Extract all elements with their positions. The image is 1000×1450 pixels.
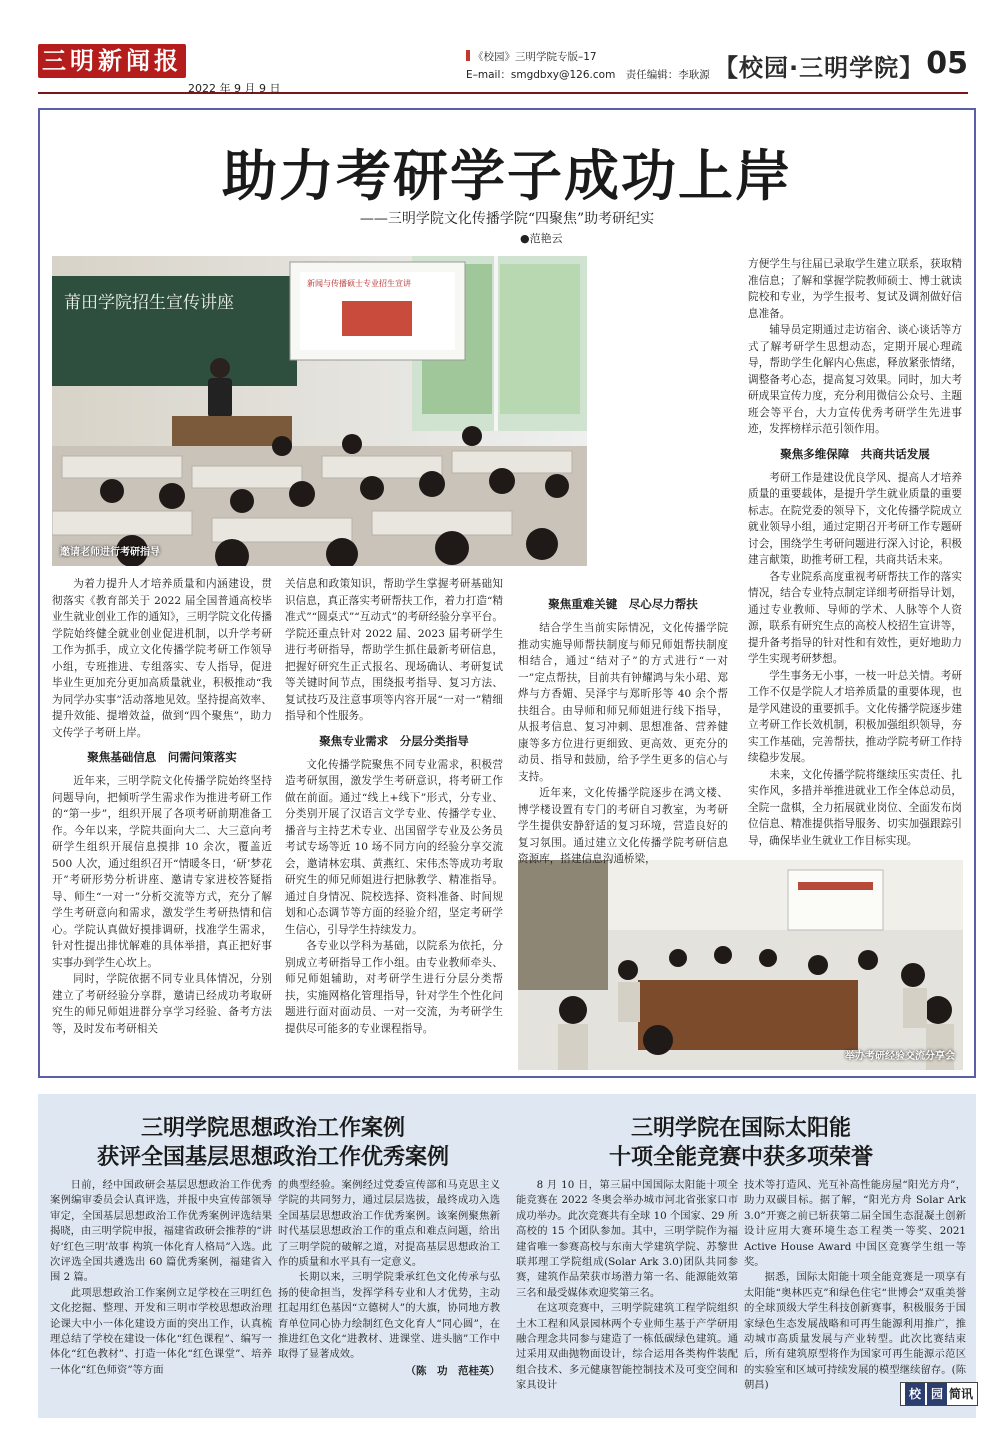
masthead <box>38 44 968 94</box>
paragraph: 学生事务无小事，一枝一叶总关情。考研工作不仅是学院人才培养质量的重要体现，也是学风建设的重要抓手。文化传播学院逐步建立考研工作长效机制，积极加强组织领导，夯实工作基础，完善帮扶，推动学院考研工作持续稳步发展。 <box>748 669 962 764</box>
feature-article <box>38 108 976 1078</box>
publication-date: 2022 年 9 月 9 日 <box>188 82 281 95</box>
paragraph: 长期以来，三明学院秉承红色文化传承与弘扬的使命担当，发挥学科专业和人才优势，主动扛起用红色基因“立德树人”的大旗，协同地方教育单位同心协力绘制红色文化育人“同心圆”，在推进红色文化“进教材、进课堂、进头脑”工作中取得了显著成效。 <box>278 1271 500 1361</box>
article-author: ●范艳云 <box>520 232 563 245</box>
paragraph: 技术等打造风、光互补高性能房屋“阳光方舟”，助力双碳目标。据了解，“阳光方舟 Solar Ark 3.0”开赛之前已斩获第二届全国生态混凝土创新设计应用大赛环境生态工程类一等奖、2021 Active House Award 中国区竞赛学生组一等奖。 <box>744 1179 966 1269</box>
photo-sharing <box>518 860 963 1070</box>
section-heading: 聚焦多维保障 共商共话发展 <box>780 446 930 461</box>
paragraph: 辅导员定期通过走访宿舍、谈心谈话等方式了解考研学生思想动态，定期开展心理疏导，帮助学生化解内心焦虑，释放紧张情绪，调整备考心态，提高复习效果。同时，加大考研成果宣传力度，充分利用微信公众号、主题班会等平台，大力宣传优秀考研学生先进事迹，发挥榜样示范引领作用。 <box>748 324 962 435</box>
paragraph: 关信息和政策知识，帮助学生掌握考研基础知识信息，真正落实考研帮扶工作，着力打造“精准式”“圆桌式”“互动式”的考研经验分享平台。学院还重点针对 2022 届、2023 届考研学生进行考研指导，帮助学生抓住最新考研信息，把握好研究生正式报名、现场确认、考研复试等关键时间节点，围绕报考指导、复习方法、复试技巧及注意事项等内容开展“一对一”精细指导和个性服务。 <box>285 578 503 722</box>
photo-sharing-caption: 举办考研经验交流分享会 <box>845 1051 955 1062</box>
paragraph: 为着力提升人才培养质量和内涵建设，贯彻落实《教育部关于 2022 届全国普通高校毕业生就业创业工作的通知》，三明学院文化传播学院始终健全就业创业促进机制，以升学考研工作为抓手，成立文化传播学院考研工作领导小组，专班推进、专组落实、专人指导，促进毕业生更加充分更加高质量就业，积极推动“我为同学办实事”活动落地见效。坚持提高效率、提升效能、提增效益，做到“四个聚焦”，助力文传学子考研上岸。 <box>52 578 272 739</box>
tag-text: 简讯 <box>949 1387 974 1401</box>
brief2-title-line1: 三明学院在国际太阳能 <box>630 1116 851 1141</box>
brief1-byline: （陈 功 范桂英） <box>405 1364 500 1377</box>
section-heading: 聚焦专业需求 分层分类指导 <box>319 733 469 748</box>
paragraph: 8 月 10 日，第三届中国国际太阳能十项全能竞赛在 2022 冬奥会举办城市河北省张家口市成功举办。此次竞赛共有全球 10 个国家、29 所高校的 15 个团队参加。其中，三明学院作为福建省唯一参赛高校与东南大学建筑学院、苏黎世联邦理工学院组成(Solar Ark 3.0)团队共同参赛，建筑作品荣获市场潜力第一名、能源能效第三名和最受媒体欢迎奖第三名。 <box>516 1179 738 1299</box>
article-column-4 <box>748 256 962 849</box>
brief2-title-line2: 十项全能竞赛中获多项荣誉 <box>608 1145 873 1170</box>
lecture-photo-illustration <box>52 256 587 566</box>
photo-lecture <box>52 256 587 566</box>
paragraph: 的典型经验。案例经过党委宣传部和马克思主义学院的共同努力，通过层层选拔，最终成功入选全国基层思想政治工作优秀案例。该案例聚焦新时代基层思想政治工作的重点和难点问题，给出了三明学院的破解之道，对提高基层思想政治工作的质量和水平具有一定意义。 <box>278 1179 500 1269</box>
sharing-photo-illustration <box>518 860 963 1070</box>
section-mark-icon <box>466 50 470 61</box>
news-briefs-band <box>38 1094 976 1418</box>
paragraph: 方便学生与往届已录取学生建立联系，获取精准信息；了解和掌握学院教师硕士、博士就读院校和专业，为学生报考、复试及调剂做好信息准备。 <box>748 258 962 320</box>
paragraph: 据悉，国际太阳能十项全能竞赛是一项享有太阳能“奥林匹克”和绿色住宅“世博会”双重美誉的全球顶级大学生科技创新赛事，积极服务于国家绿色生态发展战略和可再生能源利用推广，推动城市高质量发展与产业转型。此次比赛结束后，所有建筑原型将作为国家可再生能源示范区的实验室和区域可持续发展的模型继续留存。(陈朝昌) <box>744 1271 966 1392</box>
tag-char-a: 校 <box>905 1383 925 1405</box>
paragraph: 在这项竞赛中，三明学院建筑工程学院组织土木工程和风景园林两个专业师生基于产学研用融合理念共同参与建造了一栋低碳绿色建筑。通过采用双曲抛物面设计，综合运用各类构件装配组合技术、多元健康智能控制技术及可变空间和家具设计 <box>516 1302 738 1392</box>
edition-info <box>466 48 716 84</box>
photo-lecture-caption: 邀请老师进行考研指导 <box>60 547 160 558</box>
article-column-2 <box>285 576 503 1037</box>
article-column-1 <box>52 576 272 1037</box>
contact-line: E–mail：smgdbxy@126.com 责任编辑：李耿源 <box>466 69 710 81</box>
paragraph: 各专业以学科为基础，以院系为依托，分别成立考研指导工作小组。由专业教师牵头、师兄师姐辅助，对考研学生进行分层分类帮扶，实施网格化管理指导，针对学生个性化问题进行面对面动员、一对一交流，为考研学生提供尽可能多的专业课程指导。 <box>285 940 503 1035</box>
paragraph: 文化传播学院聚焦不同专业需求，积极营造考研氛围，激发学生考研意识，将考研工作做在前面。通过“线上+线下”形式，分专业、分类别开展了汉语言文学专业、传播学专业、播音与主持艺术专业、出国留学专业及公务员考试专场等近 10 场不同方向的经验分享交流会，邀请林宏琪、黄燕红、宋伟杰等成功考取研究生的师兄师姐进行把脉教学、精准指导。通过自身情况、院校选择、资料准备、时间规划和心态调节等方面的经验介绍，坚定考研学生信心，引导学生持续发力。 <box>285 758 503 936</box>
paragraph: 近年来，三明学院文化传播学院始终坚持问题导向，把倾听学生需求作为推进考研工作的“第一步”，组织开展了各项考研前期准备工作。今年以来，学院共面向大二、大三意向考研学生组织开展信息摸排 10 余次，覆盖近 500 人次，通过组织召开“情暖冬日，‘研’梦花开”考研形势分析讲座、邀请专家进校答疑指导、师生“一对一”分析交流等方式，充分了解学生考研意向和需求，激发学生考研热情和信心。学院认真做好摸排调研，找准学生需求，针对性提出排忧解难的具体举措，真正把好事实事办到学生心坎上。 <box>52 775 272 969</box>
paragraph: 此项思想政治工作案例立足学校在三明红色文化挖掘、整理、开发和三明市学校思想政治理论课大中小一体化建设方面的突出工作，认真梳理总结了学校在建设一体化“红色课程”、编写一体化“红色教材”、打造一体化“红色课堂”、培养一体化“红色师资”等方面 <box>50 1286 272 1376</box>
tag-char-b: 园 <box>927 1383 947 1405</box>
article-column-3 <box>518 588 728 868</box>
paragraph: 日前，经中国政研会基层思想政治工作优秀案例编审委员会认真评选，并报中央宣传部领导审定，全国基层思想政治工作优秀案例评选结果揭晓，由三明学院申报，福建省政研会推荐的“讲好‘红色三明’故事 构筑一体化育人格局”入选。此次评选全国共遴选出 60 篇优秀案例，福建省入围 2 篇。 <box>50 1179 272 1284</box>
article-subtitle: ——三明学院文化传播学院“四聚焦”助考研纪实 <box>359 211 655 227</box>
brief2-column-1 <box>516 1178 738 1394</box>
section-name: 【校园·三明学院】 <box>714 54 925 82</box>
paragraph: 未来，文化传播学院将继续压实责任、扎实作风，多措并举推进就业工作全体总动员，全院一盘棋，全力拓展就业岗位、全面发布岗位信息、精准提供指导服务、切实加强跟踪引导，确保毕业生就业工作目标实现。 <box>748 768 962 847</box>
paragraph: 近年来，文化传播学院逐步在鸿文楼、博学楼设置有专门的考研自习教室，为考研学生提供安静舒适的复习环境，营造良好的复习氛围。通过建立文化传播学院考研信息资源库，搭建信息沟通桥梁， <box>518 787 728 865</box>
blackboard-text: 莆田学院招生宣传讲座 <box>64 293 234 313</box>
paragraph: 各专业院系高度重视考研帮扶工作的落实情况，结合专业特点制定详细考研指导计划，通过专业教师、导师的学术、人脉等个人资源，联系有研究生点的高校人校招生宣讲等，提升备考指导的针对性和有效性，更好地助力学生实现考研梦想。 <box>748 570 962 665</box>
brief1-title-line1: 三明学院思想政治工作案例 <box>140 1116 405 1141</box>
section-heading: 聚焦重难关键 尽心尽力帮扶 <box>548 597 698 611</box>
screen-text: 新闻与传播硕士专业招生宣讲 <box>307 279 411 288</box>
brief1-title <box>48 1114 498 1172</box>
brief2-column-2 <box>744 1178 966 1394</box>
paragraph: 同时，学院依据不同专业具体情况，分别建立了考研经验分享群，邀请已经成功考取研究生的师兄师姐进群分享学习经验、备考方法等，及时发布考研相关 <box>52 973 272 1035</box>
brief1-column-2 <box>278 1178 500 1378</box>
brief2-title <box>516 1114 966 1172</box>
paragraph: 考研工作是建设优良学风、提高人才培养质量的重要载体，是提升学生就业质量的重要标志。在院党委的领导下，文化传播学院成立就业领导小组，通过定期召开考研工作专题研讨会，围绕学生考研问题进行深入讨论，积极建言献策，助推考研工程，共商共话未来。 <box>748 471 962 566</box>
section-heading: 聚焦基础信息 问需问策落实 <box>87 750 237 764</box>
edition-label: 《校园》三明学院专版–17 <box>473 51 597 63</box>
campus-briefs-tag <box>900 1382 978 1406</box>
brief1-title-line2: 获评全国基层思想政治工作优秀案例 <box>96 1145 449 1170</box>
newspaper-logo: 三明新闻报 <box>38 44 186 78</box>
paragraph: 结合学生当前实际情况，文化传播学院推动实施导师帮扶制度与师兄师姐帮扶制度相结合，通过“结对子”的方式进行“一对一”定点帮扶，目前共有钟耀鸿与朱小珺、郑烨与方香媚、吴泽宇与郑昕彤等 40 余个帮扶组合。由导师和师兄师姐进行线下指导，从报考信息、复习冲刺、思想准备、营养健康等多方位进行更细致、更高效、更充分的动员、指导和鼓励，给予学生更多的信心与支持。 <box>518 622 728 783</box>
page-number: 05 <box>926 46 968 81</box>
article-title: 助力考研学子成功上岸 <box>221 144 792 208</box>
brief1-column-1 <box>50 1178 272 1378</box>
